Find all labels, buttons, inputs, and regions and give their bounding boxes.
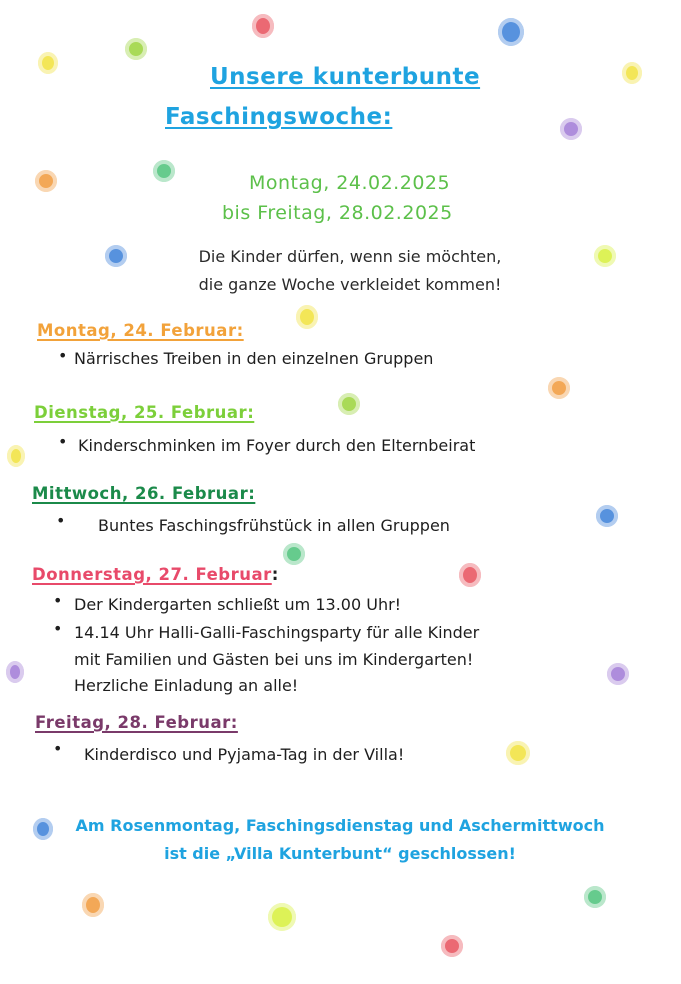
bullet: • (53, 591, 63, 610)
page-title-line-1: Unsere kunterbunte (210, 64, 481, 90)
schedule-item: Der Kindergarten schließt um 13.00 Uhr! (74, 595, 402, 614)
confetti-dot (296, 305, 318, 329)
page-title-line-2: Faschingswoche: (165, 104, 393, 130)
confetti-dot (283, 543, 305, 565)
confetti-dot (105, 245, 127, 267)
schedule-item-continuation: Herzliche Einladung an alle! (74, 676, 299, 695)
confetti-dot (441, 935, 463, 957)
confetti-dot (459, 563, 481, 587)
schedule-item: Kinderdisco und Pyjama-Tag in der Villa! (84, 745, 405, 764)
confetti-dot (584, 886, 606, 908)
bullet: • (58, 346, 68, 365)
confetti-dot (6, 661, 24, 683)
intro-line-1: Die Kinder dürfen, wenn sie möchten, (198, 247, 502, 266)
day-heading-donnerstag (32, 565, 279, 584)
date-range-line-1: Montag, 24.02.2025 (249, 172, 451, 194)
schedule-item-continuation: mit Familien und Gästen bei uns im Kindergarten! (74, 650, 474, 669)
date-range-line-2: bis Freitag, 28.02.2025 (222, 202, 453, 224)
schedule-item: Buntes Faschingsfrühstück in allen Gruppen (98, 516, 450, 535)
day-heading-dienstag: Dienstag, 25. Februar: (34, 403, 255, 422)
confetti-dot (607, 663, 629, 685)
schedule-item: Kinderschminken im Foyer durch den Elternbeirat (78, 436, 476, 455)
day-heading-donnerstag-text: Donnerstag, 27. Februar (32, 565, 272, 584)
confetti-dot (82, 893, 104, 917)
confetti-dot (125, 38, 147, 60)
bullet: • (58, 432, 68, 451)
intro-line-2: die ganze Woche verkleidet kommen! (198, 275, 502, 294)
confetti-dot (153, 160, 175, 182)
confetti-dot (498, 18, 524, 46)
day-heading-mittwoch: Mittwoch, 26. Februar: (32, 484, 256, 503)
confetti-dot (506, 741, 530, 765)
schedule-item: 14.14 Uhr Halli-Galli-Faschingsparty für alle Kinder (74, 623, 480, 642)
schedule-item: Närrisches Treiben in den einzelnen Gruppen (74, 349, 434, 368)
day-heading-freitag: Freitag, 28. Februar: (35, 713, 238, 732)
confetti-dot (35, 170, 57, 192)
confetti-dot (596, 505, 618, 527)
confetti-dot (622, 62, 642, 84)
closing-notice-line-2: ist die „Villa Kunterbunt“ geschlossen! (164, 844, 516, 863)
bullet: • (53, 619, 63, 638)
day-heading-donnerstag-colon: : (271, 565, 279, 584)
bullet: • (56, 511, 66, 530)
confetti-dot (38, 52, 58, 74)
day-heading-montag: Montag, 24. Februar: (37, 321, 244, 340)
bullet: • (53, 739, 63, 758)
confetti-dot (560, 118, 582, 140)
confetti-dot (7, 445, 25, 467)
closing-notice-line-1: Am Rosenmontag, Faschingsdienstag und Aschermittwoch (75, 816, 605, 835)
confetti-dot (268, 903, 296, 931)
confetti-dot (33, 818, 53, 840)
confetti-dot (252, 14, 274, 38)
confetti-dot (548, 377, 570, 399)
confetti-dot (594, 245, 616, 267)
confetti-dot (338, 393, 360, 415)
